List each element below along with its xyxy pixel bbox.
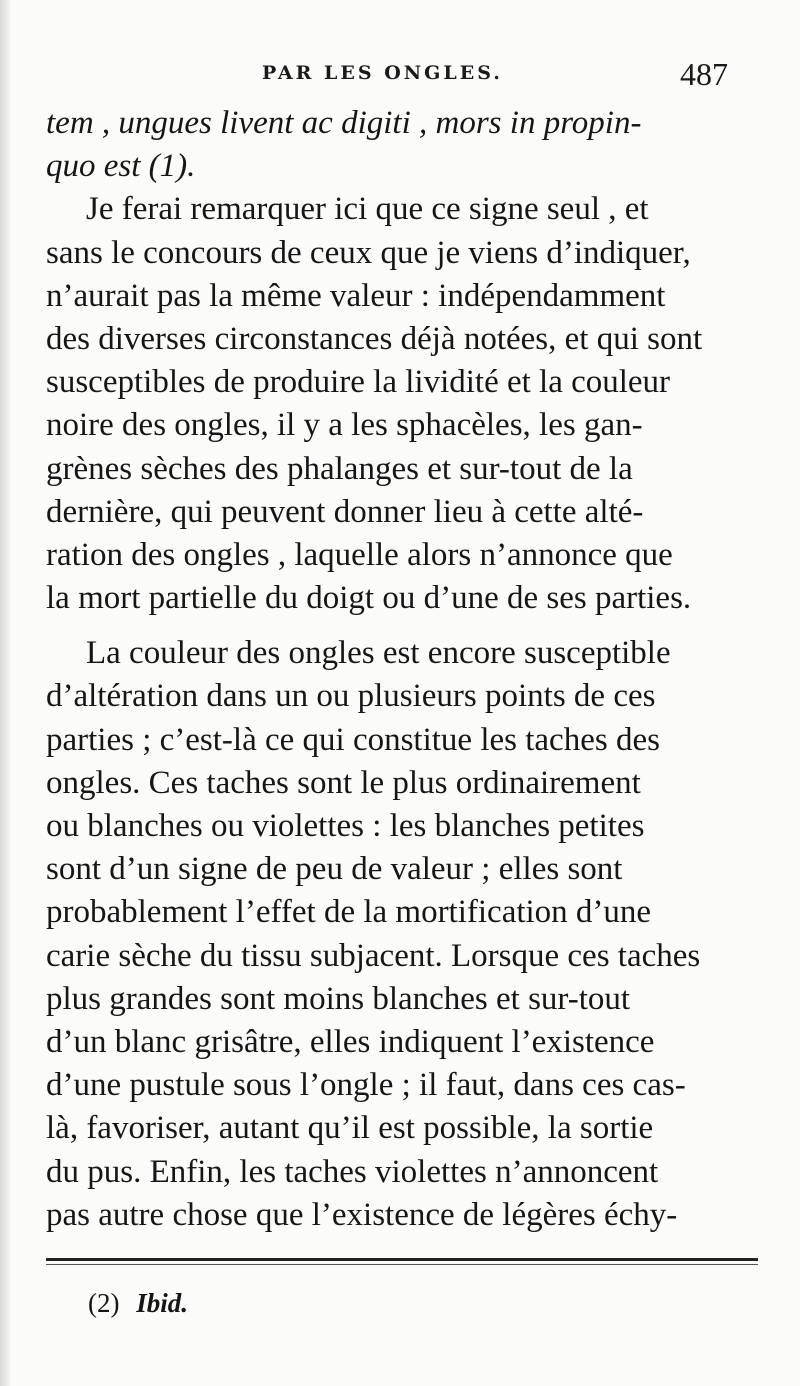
text-line: d’un blanc grisâtre, elles indiquent l’existence	[46, 1023, 655, 1060]
text-line: carie sèche du tissu subjacent. Lorsque ces taches	[46, 937, 701, 974]
footnote	[88, 1288, 188, 1319]
footnote-marker: (2)	[88, 1288, 120, 1318]
page-header	[0, 58, 800, 98]
text-line: sont d’un signe de peu de valeur ; elles sont	[46, 851, 623, 888]
text-line: ou blanches ou violettes : les blanches petites	[46, 808, 645, 844]
text-line: probablement l’effet de la mortification d’une	[46, 894, 652, 931]
text-line: Je ferai remarquer ici que ce signe seul , et	[86, 191, 649, 228]
footnote-text: Ibid.	[136, 1288, 188, 1318]
running-title: PAR LES ONGLES.	[262, 62, 503, 84]
text-line: ongles. Ces taches sont le plus ordinairement	[46, 764, 641, 801]
footnote-rule-thin	[46, 1264, 758, 1265]
page-number: 487	[680, 56, 728, 92]
text-line: pas autre chose que l’existence de légères échy-	[46, 1196, 678, 1233]
text-line: la mort partielle du doigt ou d’une de ses parties.	[46, 580, 692, 617]
text-line: susceptibles de produire la lividité et la couleur	[46, 364, 671, 401]
text-line: La couleur des ongles est encore susceptible	[86, 635, 671, 672]
footnote-rule	[46, 1258, 758, 1261]
text-line: d’altération dans un ou plusieurs points de ces	[46, 678, 656, 715]
body-text	[46, 102, 758, 1237]
text-line: grènes sèches des phalanges et sur-tout de la	[46, 450, 633, 487]
text-line: ration des ongles , laquelle alors n’annonce que	[46, 536, 673, 573]
text-line: des diverses circonstances déjà notées, et qui sont	[46, 320, 703, 357]
text-line: sans le concours de ceux que je viens d’indiquer,	[46, 234, 691, 271]
text-line: quo est (1).	[46, 148, 196, 185]
text-line: là, favoriser, autant qu’il est possible, la sortie	[46, 1110, 654, 1147]
text-line: parties ; c’est-là ce qui constitue les taches des	[46, 721, 660, 758]
text-line: du pus. Enfin, les taches violettes n’annoncent	[46, 1153, 659, 1190]
text-line: dernière, qui peuvent donner lieu à cette alté-	[46, 493, 644, 530]
text-line: tem , ungues livent ac digiti , mors in propin-	[46, 105, 642, 141]
text-line: n’aurait pas la même valeur : indépendamment	[46, 277, 666, 314]
text-line: d’une pustule sous l’ongle ; il faut, dans ces cas-	[46, 1067, 686, 1104]
text-line: plus grandes sont moins blanches et sur-tout	[46, 980, 631, 1017]
page-edge-shadow	[0, 0, 10, 1386]
paragraph-gap	[46, 620, 758, 632]
text-line: noire des ongles, il y a les sphacèles, les gan-	[46, 407, 643, 444]
